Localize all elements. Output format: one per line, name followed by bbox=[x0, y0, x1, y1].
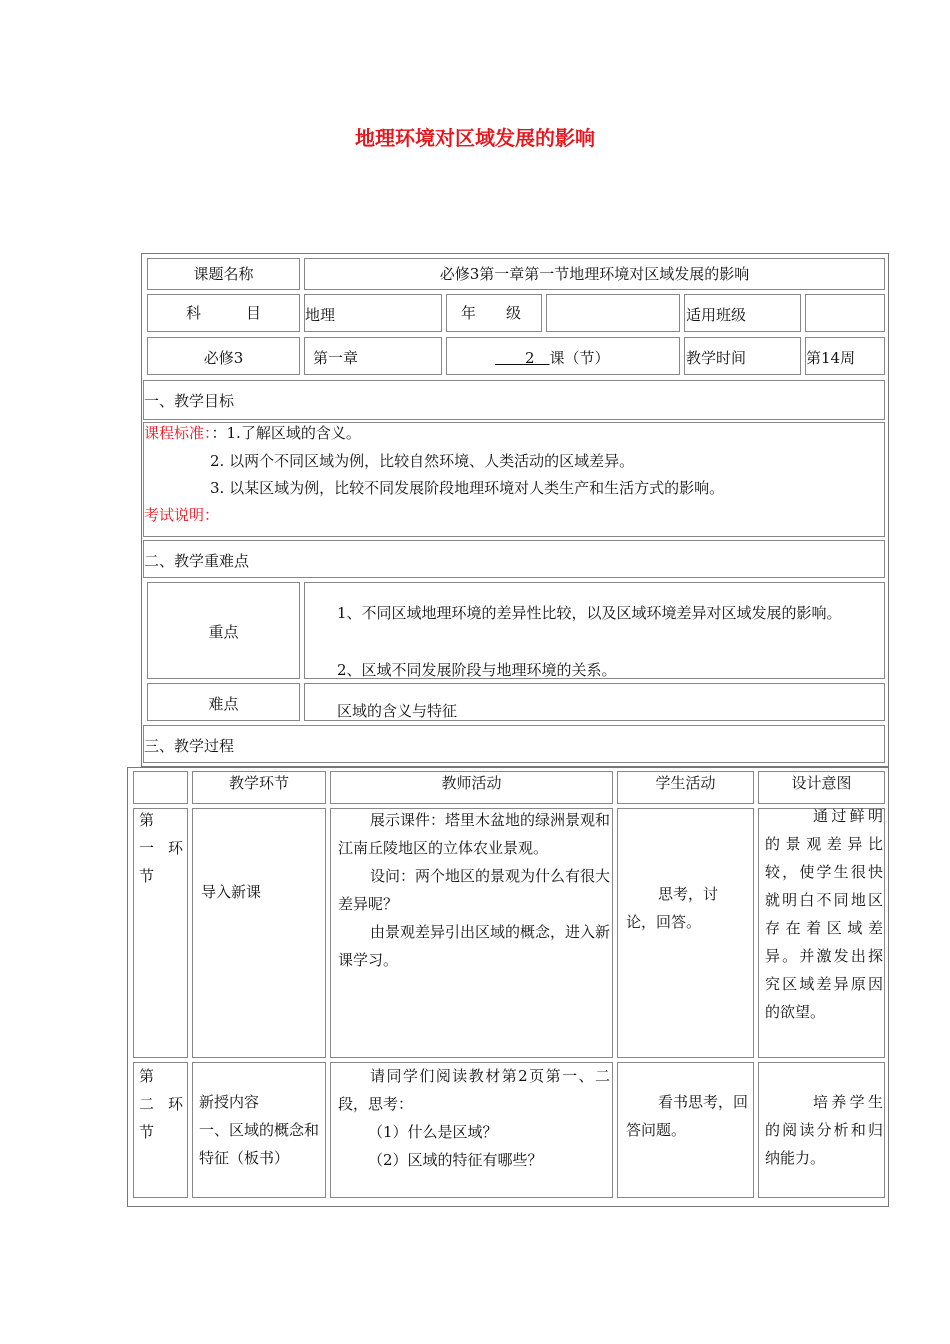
key-text-1: 1、不同区域地理环境的差异性比较，以及区域环境差异对区域发展的影响。 bbox=[337, 604, 842, 622]
row1-student: 思考，讨论，回答。 bbox=[626, 885, 719, 931]
topic-value: 必修3第一章第一节地理环境对区域发展的影响 bbox=[439, 265, 750, 283]
chapter: 第一章 bbox=[313, 349, 359, 367]
header-teacher: 教师活动 bbox=[441, 774, 502, 792]
header-stage: 教学环节 bbox=[228, 774, 289, 792]
book: 必修3 bbox=[203, 349, 244, 367]
row2-stage-1: 新授内容 bbox=[199, 1093, 260, 1111]
standard-line bbox=[144, 423, 361, 443]
row1-step: 第 一环节 bbox=[139, 811, 183, 885]
row1-teacher-2: 设问：两个地区的景观为什么有很大差异呢？ bbox=[338, 867, 611, 913]
row2-student: 看书思考，回答问题。 bbox=[626, 1093, 749, 1139]
grade-label: 年 级 bbox=[461, 304, 522, 322]
row2-stage bbox=[199, 1088, 323, 1172]
row2-step: 第 二环节 bbox=[139, 1067, 183, 1141]
header-student: 学生活动 bbox=[655, 774, 716, 792]
lesson-unit: 课（节） bbox=[549, 349, 610, 367]
goal-item-2: 2. 以两个不同区域为例，比较自然环境、人类活动的区域差异。 bbox=[210, 452, 635, 470]
key-text-2: 2、区域不同发展阶段与地理环境的关系。 bbox=[337, 661, 617, 679]
class-value-cell bbox=[805, 294, 885, 332]
row1-stage: 导入新课 bbox=[201, 883, 262, 901]
document-title: 地理环境对区域发展的影响 bbox=[355, 126, 595, 150]
process-heading: 三、教学过程 bbox=[144, 737, 235, 755]
header-blank-cell bbox=[133, 771, 188, 804]
keypoints-heading: 二、教学重难点 bbox=[144, 552, 250, 570]
hard-label: 难点 bbox=[208, 695, 239, 713]
exam-label: 考试说明： bbox=[144, 506, 220, 524]
key-label: 重点 bbox=[208, 623, 239, 641]
row1-stage-cell bbox=[192, 808, 326, 1058]
hard-text: 区域的含义与特征 bbox=[337, 702, 458, 720]
time-value: 第14周 bbox=[806, 349, 856, 367]
standard-label: 课程标准： bbox=[144, 424, 212, 442]
lesson-count bbox=[495, 348, 610, 368]
subject-label: 科 目 bbox=[185, 304, 261, 322]
row2-teacher-2: （1）什么是区域？ bbox=[368, 1123, 498, 1141]
subject-value: 地理 bbox=[305, 306, 336, 324]
goal-item-1: ：1.了解区域的含义。 bbox=[211, 424, 361, 442]
process-heading-cell bbox=[143, 725, 885, 763]
class-label: 适用班级 bbox=[686, 306, 747, 324]
time-label: 教学时间 bbox=[686, 349, 747, 367]
row1-teacher bbox=[338, 806, 610, 974]
row2-stage-2: 一、区域的概念和特征（板书） bbox=[199, 1121, 320, 1167]
row1-intent: 通过鲜明的景观差异比较，使学生很快就明白不同地区存在着区域差异。并激发出探究区域差异原因的欲望。 bbox=[765, 807, 883, 1021]
topic-label: 课题名称 bbox=[193, 265, 254, 283]
row2-teacher-3: （2）区域的特征有哪些？ bbox=[368, 1151, 543, 1169]
goals-heading-cell bbox=[143, 380, 885, 420]
row1-teacher-1: 展示课件：塔里木盆地的绿洲景观和江南丘陵地区的立体农业景观。 bbox=[338, 811, 611, 857]
lesson-number: 2 bbox=[525, 349, 535, 367]
keypoints-heading-cell bbox=[143, 540, 885, 578]
row2-teacher-1: 请同学们阅读教材第2页第一、二段，思考： bbox=[338, 1067, 610, 1113]
goals-heading: 一、教学目标 bbox=[144, 392, 235, 410]
row2-intent: 培养学生的阅读分析和归纳能力。 bbox=[765, 1093, 883, 1167]
goal-item-3: 3. 以某区域为例，比较不同发展阶段地理环境对人类生产和生活方式的影响。 bbox=[210, 479, 725, 497]
row1-teacher-3: 由景观差异引出区域的概念，进入新课学习。 bbox=[338, 923, 611, 969]
row2-teacher bbox=[338, 1062, 610, 1174]
grade-value-cell bbox=[546, 294, 680, 332]
header-intent: 设计意图 bbox=[791, 774, 852, 792]
